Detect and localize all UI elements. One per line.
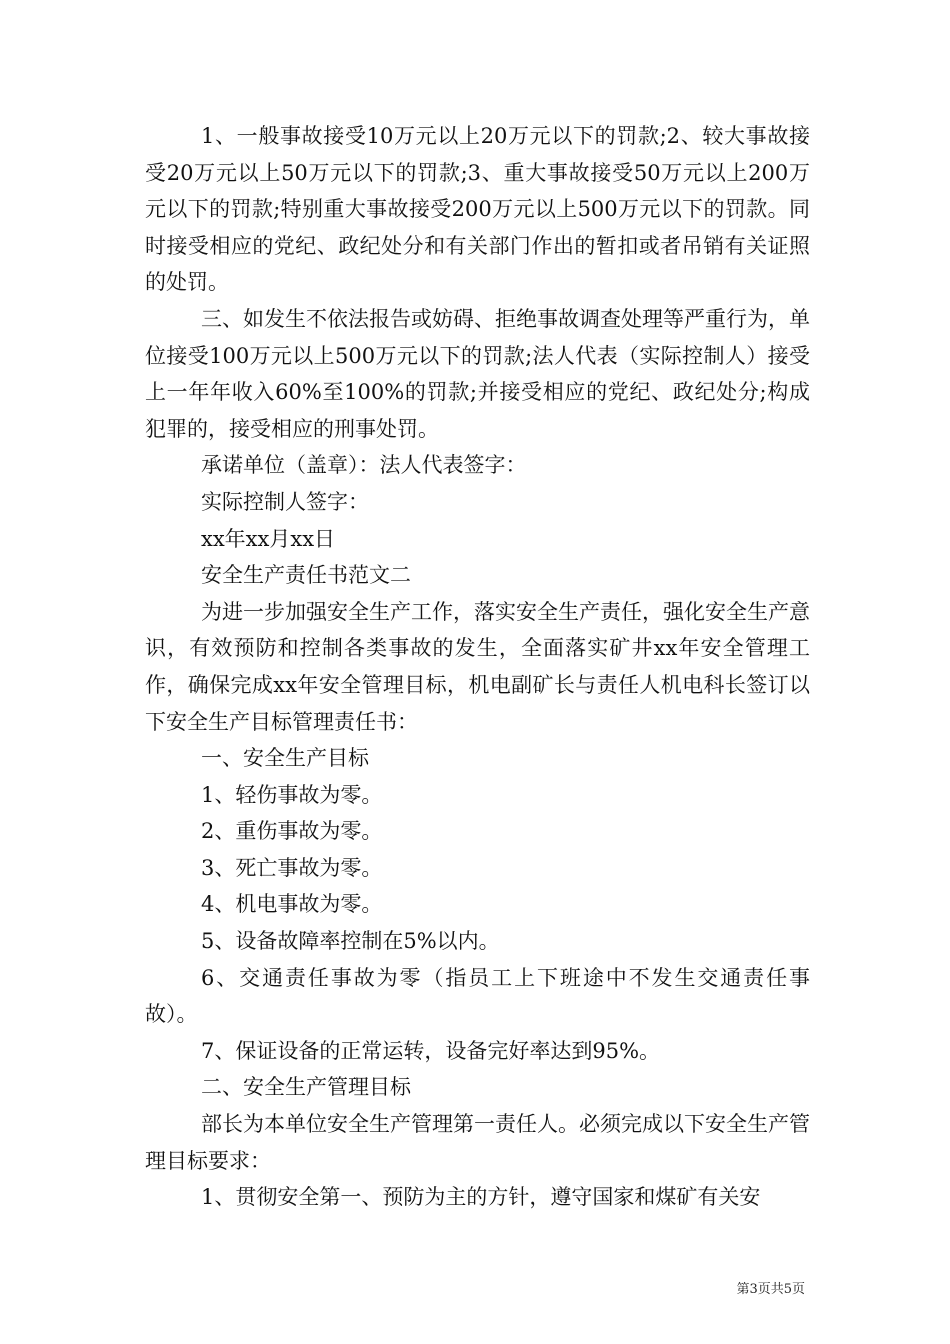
list-item-goal-6: 6、交通责任事故为零（指员工上下班途中不发生交通责任事故）。 bbox=[145, 965, 810, 1027]
heading-safety-goals: 一、安全生产目标 bbox=[201, 746, 369, 771]
paragraph-commitment-unit: 承诺单位（盖章）：法人代表签字： bbox=[201, 453, 527, 478]
paragraph-intro: 为进一步加强安全生产工作，落实安全生产责任，强化安全生产意识，有效预防和控制各类事故的发生，全面落实矿井xx年安全管理工作，确保完成xx年安全管理目标，机电副矿长与责任人机电科长签订以下安全生产目标管理责任书： bbox=[145, 599, 810, 734]
list-item-goal-1: 1、轻伤事故为零。 bbox=[201, 782, 383, 807]
paragraph-obstruction-penalty: 三、如发生不依法报告或妨碍、拒绝事故调查处理等严重行为，单位接受100万元以上500万元以下的罚款;法人代表（实际控制人）接受上一年年收入60%至100%的罚款;并接受相应的党纪、政纪处分;构成犯罪的，接受相应的刑事处罚。 bbox=[145, 306, 810, 441]
paragraph-responsibility: 部长为本单位安全生产管理第一责任人。必须完成以下安全生产管理目标要求： bbox=[145, 1112, 810, 1173]
section-title-sample-two: 安全生产责任书范文二 bbox=[201, 563, 411, 588]
paragraph-fines-levels: 1、一般事故接受10万元以上20万元以下的罚款;2、较大事故接受20万元以上50万元以下的罚款;3、重大事故接受50万元以上200万元以下的罚款;特别重大事故接受200万元以上500万元以下的罚款。同时接受相应的党纪、政纪处分和有关部门作出的暂扣或者吊销有关证照的处罚。 bbox=[145, 124, 810, 295]
paragraph-date: xx年xx月xx日 bbox=[201, 526, 336, 551]
list-item-goal-3: 3、死亡事故为零。 bbox=[201, 855, 383, 880]
list-item-goal-7: 7、保证设备的正常运转，设备完好率达到95%。 bbox=[201, 1038, 661, 1063]
list-item-requirement-1: 1、贯彻安全第一、预防为主的方针，遵守国家和煤矿有关安 bbox=[201, 1185, 761, 1210]
list-item-goal-2: 2、重伤事故为零。 bbox=[201, 819, 383, 844]
page-number: 第3页共5页 bbox=[736, 1282, 805, 1297]
document-body bbox=[145, 118, 810, 1216]
paragraph-controller-signature: 实际控制人签字： bbox=[201, 489, 369, 514]
heading-management-goals: 二、安全生产管理目标 bbox=[201, 1075, 411, 1100]
list-item-goal-4: 4、机电事故为零。 bbox=[201, 892, 383, 917]
list-item-goal-5: 5、设备故障率控制在5%以内。 bbox=[201, 929, 500, 954]
